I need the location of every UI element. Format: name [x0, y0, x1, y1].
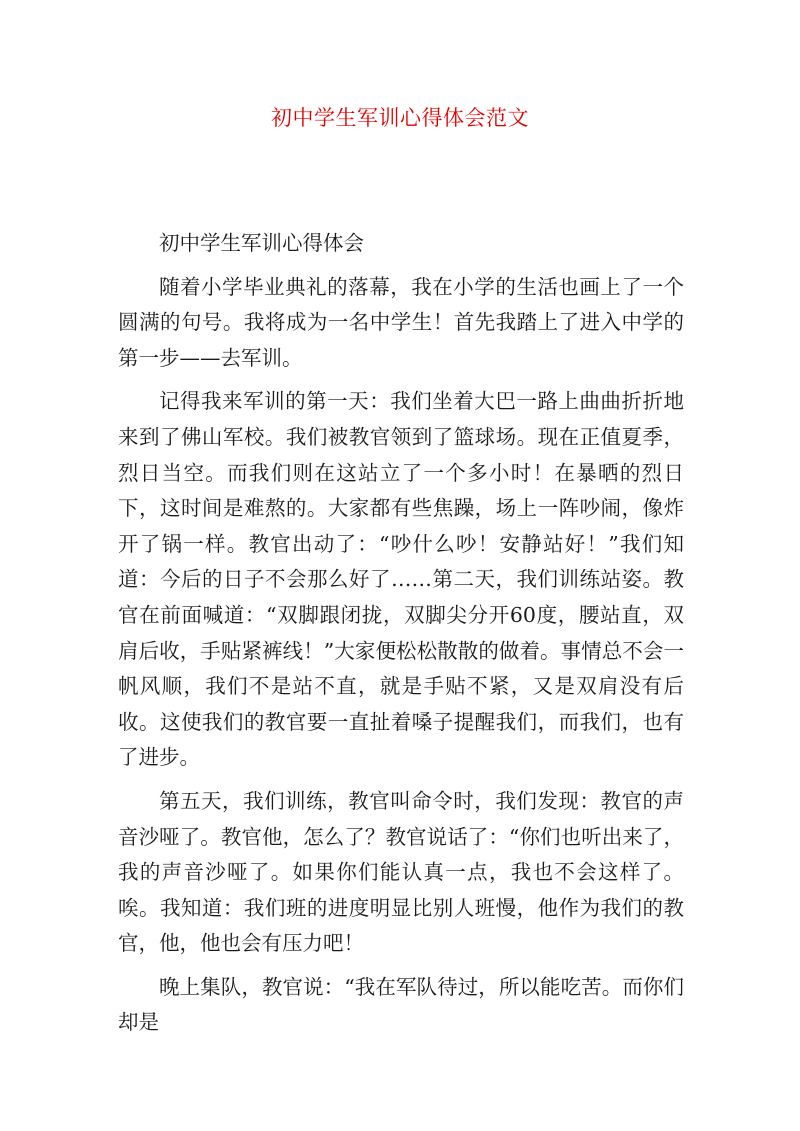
- paragraph-3: 第五天，我们训练，教官叫命令时，我们发现：教官的声音沙哑了。教官他，怎么了？教官说话了：“你们也听出来了，我的声音沙哑了。如果你们能认真一点，我也不会这样了。唉。我知道：我们班的进度明显比别人班慢，他作为我们的教官，他，他也会有压力吧！: [118, 788, 684, 956]
- document-title: 初中学生军训心得体会范文: [271, 106, 529, 130]
- paragraph-2: 记得我来军训的第一天：我们坐着大巴一路上曲曲折折地来到了佛山军校。我们被教官领到了篮球场。现在正值夏季，烈日当空。而我们则在这站立了一个多小时！在暴晒的烈日下，这时间是难熬的。大家都有些焦躁，场上一阵吵闹，像炸开了锅一样。教官出动了：“吵什么吵！安静站好！”我们知道：今后的日子不会那么好了……第二天，我们训练站姿。教官在前面喊道：“双脚跟闭拢，双脚尖分开60度，腰站直，双肩后收，手贴紧裤线！”大家便松松散散的做着。事情总不会一帆风顺，我们不是站不直，就是手贴不紧，又是双肩没有后收。这使我们的教官要一直扯着嗓子提醒我们，而我们，也有了进步。: [118, 389, 684, 770]
- paragraph-4: 晚上集队，教官说：“我在军队待过，所以能吃苦。而你们却是: [118, 974, 684, 1035]
- document-subtitle: 初中学生军训心得体会: [159, 231, 364, 255]
- document-body: [118, 226, 684, 1049]
- paragraph-1: 随着小学毕业典礼的落幕，我在小学的生活也画上了一个圆满的句号。我将成为一名中学生！首先我踏上了进入中学的第一步——去军训。: [118, 274, 684, 370]
